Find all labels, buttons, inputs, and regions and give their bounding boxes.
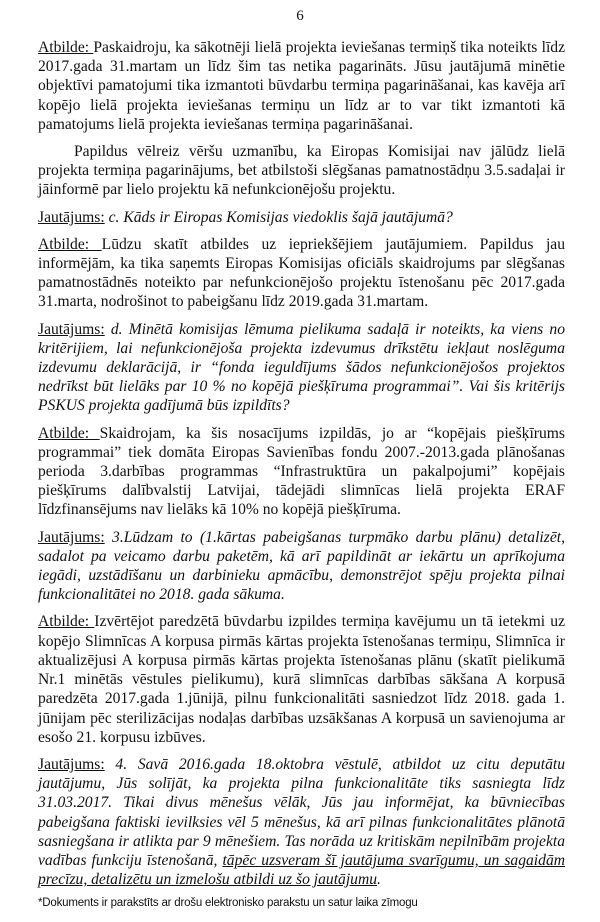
answer-paragraph-4 [38, 612, 565, 746]
question-tail: . [377, 871, 381, 889]
emphasized-text: tāpēc uzsveram šī jautājuma svarīgumu, un sagaidām precīzu, detalizētu un izmelošu atbildi uz šo jautājumu [38, 851, 565, 889]
question-paragraph-3 [38, 528, 565, 605]
question-label: Jautājums: [38, 755, 105, 773]
question-label: Jautājums: [38, 208, 105, 226]
answer-text: Skaidrojam, ka šis nosacījums izpildās, jo ar “kopējais piešķīrums programmai” tiek domāta Eiropas Savienības fondu 2007.-2013.gada plānošanas perioda 3.darbības programmas “Infrastruktūra un pakalpojumi” kopējais piešķīrums dalībvalstij Latvijai, tādejādi slimnīcas lielā projekta ERAF līdzfinansējums nav lielāks kā 10% no kopējā piešķīruma. [38, 424, 565, 519]
answer-text: Izvērtējot paredzētā būvdarbu izpildes termiņa kavējumu un tā ietekmi uz kopējo Slimnīcas A korpusa pirmās kārtas projekta īstenošanas termiņu, Slimnīca ir aktualizējusi A korpusa pirmās kārtas projekta īstenošanas plānu (skatīt pielikumā Nr.1 minētās vēstules pielikumu), kurā slimnīcas darbības sākšana A korpusā paredzēta 2017.gada 1.jūnijā, pilnu funkcionalitāti sasniedzot līdz 2018. gada 1. jūnijam pēc sterilizācijas nodaļas darbības uzsākšanas A korpusā un savienojuma ar esošo 21. korpusu izbūves. [38, 613, 565, 746]
question-paragraph-d [38, 320, 565, 416]
question-text: 4. Savā 2016.gada 18.oktobra vēstulē, atbildot uz citu deputātu jautājumu, Jūs solījāt, ka projekta pilna funkcionalitāte tiks sasniegta līdz 31.03.2017. Tikai divus mēnešus vēlāk, Jūs jau informējat, ka būvniecības pabeigšana faktiski ievilksies vēl 5 mēnešus, kā arī pilnas funkcionalitātes plānotā sasniegšana ir atlikta par 9 mēnešiem. Tas norāda uz kritiskām nepilnībām projekta vadības funkciju īstenošanā, [38, 755, 565, 869]
question-text: d. Minētā komisijas lēmuma pielikuma sadaļā ir noteikts, ka viens no kritērijiem, lai nefunkcionējoša projekta izdevumus drīkstētu iekļaut noslēguma izdevumu deklarācijā, ir “fonda ieguldījums šādos nefunkcionējošos projektos nedrīkst būt lielāks par 10 % no kopējā piešķīruma programmai”. Vai šis kritērijs PSKUS projekta gadījumā būs izpildīts? [38, 320, 565, 415]
question-paragraph-c [38, 208, 565, 227]
answer-paragraph-3 [38, 424, 565, 520]
answer-text: Paskaidroju, ka sākotnēji lielā projekta ieviešanas termiņš tika noteikts līdz 2017.gada 31.martam un līdz šim tas netika pagarināts. Jūsu jautājumā minētie objektīvi pamatojumi tika izmantoti būvdarbu termiņa pagarināšanai, kas kavēja arī kopējo lielā projekta ieviešanas termiņu un līdz ar to var tikt izmantoti kā pamatojums lielā projekta ieviešanas termiņa pagarināšanai. [38, 39, 565, 133]
paragraph-text: Papildus vēlreiz vēršu uzmanību, ka Eiropas Komisijai nav jālūdz lielā projekta termiņa pagarinājums, bet atbilstoši slēgšanas pamatnostādņu 3.5.sadaļai ir jāinformē par lielo projektu kā nefunkcionējošu projektu. [38, 143, 565, 199]
question-label: Jautājums: [38, 320, 105, 338]
question-label: Jautājums: [38, 528, 105, 546]
page-number: 6 [296, 8, 304, 24]
info-paragraph [38, 142, 565, 200]
question-text: c. Kāds ir Eiropas Komisijas viedoklis šajā jautājumā? [104, 208, 453, 226]
document-body [38, 38, 565, 897]
answer-paragraph-2 [38, 235, 565, 312]
answer-label: Atbilde: [38, 39, 94, 56]
answer-text: Lūdzu skatīt atbildes uz iepriekšējiem jautājumiem. Papildus jau informējām, ka tika saņemts Eiropas Komisijas oficiāls skaidrojums par slēgšanas pamatnostādnēs noteikto par nefunkcionējošo projektu īstenošanu pēc 2017.gada 31.marta, nodrošinot to pabeigšanu līdz 2019.gada 31.martam. [38, 235, 565, 311]
signature-footnote: *Dokuments ir parakstīts ar drošu elektronisko parakstu un satur laika zīmogu [38, 897, 418, 909]
answer-label: Atbilde: [38, 613, 95, 631]
answer-paragraph-1 [38, 38, 565, 134]
question-paragraph-4 [38, 755, 565, 889]
answer-label: Atbilde: [38, 424, 100, 442]
answer-label: Atbilde: [38, 235, 102, 253]
question-text: 3.Lūdzam to (1.kārtas pabeigšanas turpmāko darbu plānu) detalizēt, sadalot pa veicamo darbu paketēm, kā arī papildināt ar iekārtu un aprīkojuma iegādi, uzstādīšanu un darbinieku apmācību, demonstrējot spēju projekta pilnai funkcionalitātei no 2018. gada sākuma. [38, 528, 565, 604]
